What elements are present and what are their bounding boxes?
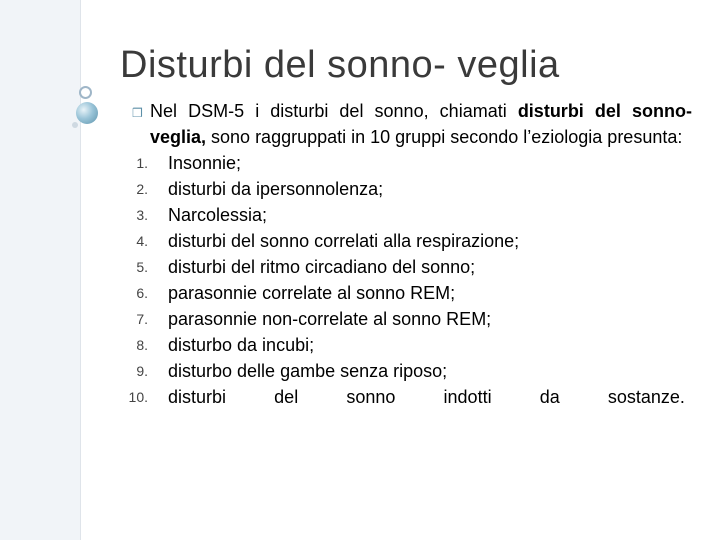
disorder-group-list (120, 150, 685, 410)
list-item-text: parasonnie correlate al sonno REM; (168, 283, 456, 303)
intro-text-start: Nel DSM-5 i disturbi del sonno, chiamati (150, 101, 518, 121)
list-word: sostanze. (607, 387, 685, 407)
small-ring-orb (79, 86, 92, 99)
list-number: 10. (128, 389, 148, 405)
list-item (120, 176, 680, 202)
list-number: 6. (136, 285, 148, 301)
intro-text-end: sono raggruppati in 10 gruppi secondo l’eziologia presunta: (206, 127, 683, 147)
list-item (120, 150, 680, 176)
list-word: del (274, 387, 299, 407)
list-number: 2. (136, 181, 148, 197)
hollow-square-bullet-icon: ❒ (132, 106, 143, 120)
slide-content (128, 98, 692, 410)
list-item (120, 332, 680, 358)
left-band-divider (80, 0, 81, 540)
list-item (120, 254, 680, 280)
list-item-text: parasonnie non-correlate al sonno REM; (168, 309, 492, 329)
list-item-text: Insonnie; (168, 153, 242, 173)
list-item-text: Narcolessia; (168, 205, 268, 225)
list-word: indotti (443, 387, 492, 407)
list-item (120, 358, 680, 384)
list-number: 3. (136, 207, 148, 223)
list-number: 7. (136, 311, 148, 327)
orb-decoration-icon (60, 86, 100, 136)
list-number: 8. (136, 337, 148, 353)
list-item-text: disturbi del sonno correlati alla respirazione; (168, 231, 520, 251)
list-number: 5. (136, 259, 148, 275)
intro-bold-term: disturbi del sonno-veglia, (150, 101, 692, 147)
list-item (120, 280, 680, 306)
intro-paragraph (132, 98, 692, 150)
list-word: da (539, 387, 560, 407)
list-word: disturbi (168, 387, 227, 407)
list-item (120, 384, 685, 410)
list-item-text: disturbi da ipersonnolenza; (168, 179, 384, 199)
list-item-text: disturbi del ritmo circadiano del sonno; (168, 257, 476, 277)
list-item-text: disturbo da incubi; (168, 335, 315, 355)
list-item-text: disturbo delle gambe senza riposo; (168, 361, 448, 381)
slide-title: Disturbi del sonno- veglia (120, 44, 560, 86)
list-word: sonno (346, 387, 396, 407)
list-number: 1. (136, 155, 148, 171)
list-item (120, 306, 680, 332)
list-item-text (168, 384, 685, 410)
list-item (120, 228, 680, 254)
left-decorative-band (0, 0, 80, 540)
tiny-grey-orb (72, 122, 78, 128)
list-number: 9. (136, 363, 148, 379)
large-blue-orb (76, 102, 98, 124)
list-number: 4. (136, 233, 148, 249)
list-item (120, 202, 680, 228)
